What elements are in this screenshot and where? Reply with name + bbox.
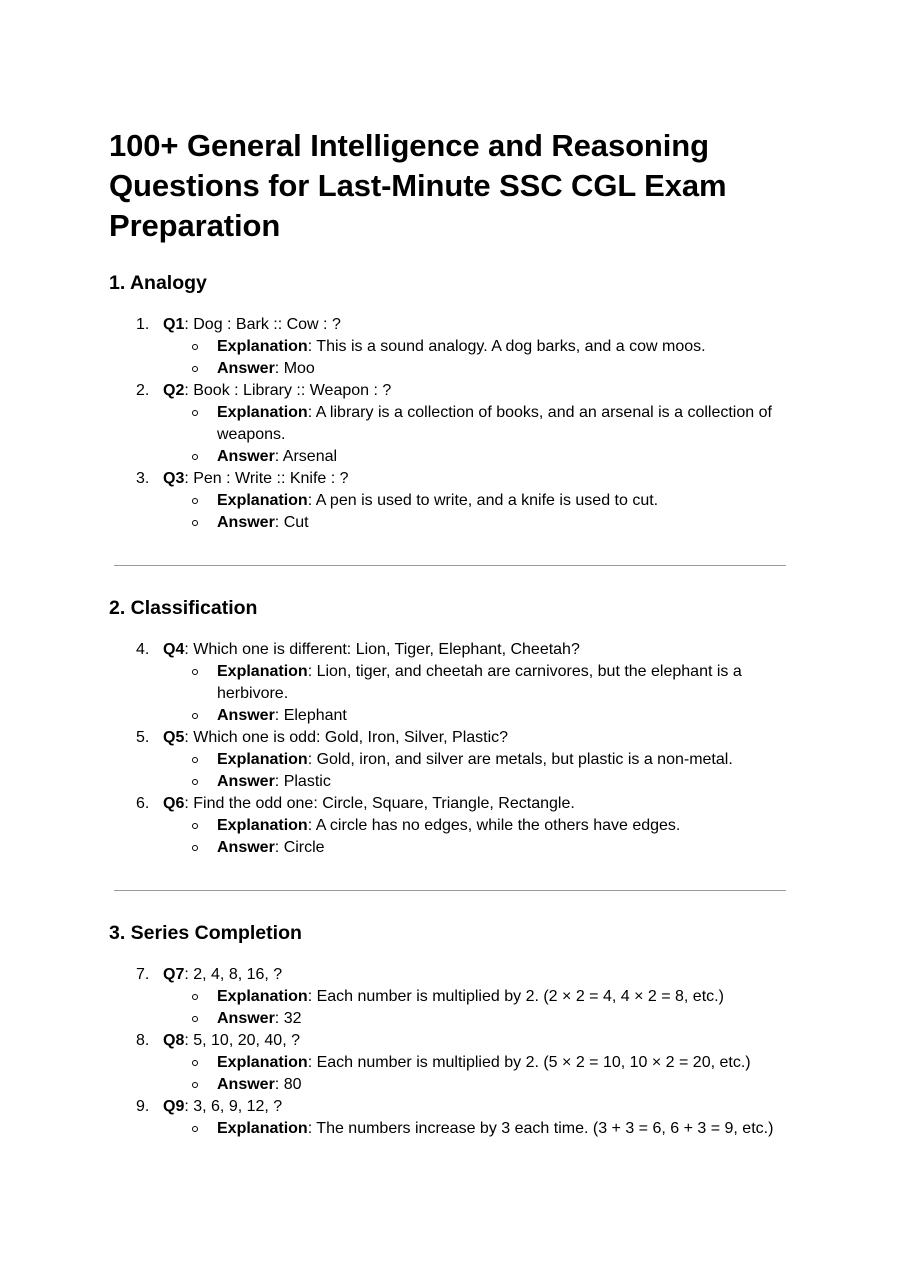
hollow-bullet-icon	[192, 669, 198, 675]
answer-item	[109, 705, 799, 727]
explanation-text: : A library is a collection of books, and an arsenal is a collection of weapons.	[217, 404, 772, 443]
answer-text: : Cut	[274, 514, 309, 531]
hollow-bullet-icon	[192, 845, 198, 851]
question-id: Q3	[163, 470, 185, 487]
answer-text: : Circle	[274, 839, 325, 856]
section-heading-classification: 2. Classification	[109, 597, 258, 619]
question-item	[109, 380, 799, 468]
answer-label: Answer	[217, 773, 275, 790]
question-id: Q1	[163, 316, 185, 333]
answer-label: Answer	[217, 360, 275, 377]
explanation-text: : A circle has no edges, while the others have edges.	[307, 817, 681, 834]
answer-item	[109, 1074, 799, 1096]
answer-label: Answer	[217, 1076, 275, 1093]
question-number: 8.	[136, 1032, 150, 1049]
answer-label: Answer	[217, 707, 275, 724]
answer-item	[109, 771, 799, 793]
question-number: 1.	[136, 316, 150, 333]
question-id: Q4	[163, 641, 185, 658]
section-heading-series-completion: 3. Series Completion	[109, 922, 302, 944]
explanation-text: : This is a sound analogy. A dog barks, and a cow moos.	[307, 338, 706, 355]
explanation-item	[109, 490, 799, 512]
explanation-text: : Gold, iron, and silver are metals, but plastic is a non-metal.	[307, 751, 733, 768]
hollow-bullet-icon	[192, 1060, 198, 1066]
explanation-label: Explanation	[217, 338, 308, 355]
hollow-bullet-icon	[192, 344, 198, 350]
explanation-label: Explanation	[217, 404, 308, 421]
question-item	[109, 468, 799, 534]
explanation-item	[109, 815, 799, 837]
question-text: : Find the odd one: Circle, Square, Triangle, Rectangle.	[184, 795, 575, 812]
question-text: : 3, 6, 9, 12, ?	[184, 1098, 283, 1115]
question-list-classification	[109, 639, 799, 859]
hollow-bullet-icon	[192, 757, 198, 763]
hollow-bullet-icon	[192, 366, 198, 372]
explanation-text: : The numbers increase by 3 each time. (3 + 3 = 6, 6 + 3 = 9, etc.)	[307, 1120, 774, 1137]
question-text: : Book : Library :: Weapon : ?	[184, 382, 392, 399]
question-id: Q6	[163, 795, 185, 812]
explanation-item	[109, 402, 799, 446]
explanation-item	[109, 749, 799, 771]
answer-text: : Plastic	[274, 773, 331, 790]
question-text: : Which one is odd: Gold, Iron, Silver, Plastic?	[184, 729, 509, 746]
answer-text: : 80	[274, 1076, 302, 1093]
question-list-series-completion	[109, 964, 799, 1140]
question-id: Q9	[163, 1098, 185, 1115]
horizontal-divider	[114, 565, 786, 566]
answer-text: : Arsenal	[274, 448, 338, 465]
explanation-label: Explanation	[217, 751, 308, 768]
explanation-text: : Each number is multiplied by 2. (5 × 2 = 10, 10 × 2 = 20, etc.)	[307, 1054, 751, 1071]
question-number: 7.	[136, 966, 150, 983]
question-item	[109, 964, 799, 1030]
hollow-bullet-icon	[192, 713, 198, 719]
explanation-text: : Each number is multiplied by 2. (2 × 2 = 4, 4 × 2 = 8, etc.)	[307, 988, 724, 1005]
answer-label: Answer	[217, 448, 275, 465]
section-heading-analogy: 1. Analogy	[109, 272, 207, 294]
answer-text: : Elephant	[274, 707, 347, 724]
hollow-bullet-icon	[192, 1016, 198, 1022]
document-title: 100+ General Intelligence and Reasoning Questions for Last-Minute SSC CGL Exam Preparation	[109, 128, 727, 243]
question-number: 5.	[136, 729, 150, 746]
answer-item	[109, 512, 799, 534]
hollow-bullet-icon	[192, 520, 198, 526]
answer-label: Answer	[217, 1010, 275, 1027]
question-number: 3.	[136, 470, 150, 487]
explanation-label: Explanation	[217, 492, 308, 509]
hollow-bullet-icon	[192, 410, 198, 416]
answer-item	[109, 1008, 799, 1030]
answer-item	[109, 446, 799, 468]
question-text: : Dog : Bark :: Cow : ?	[184, 316, 341, 333]
hollow-bullet-icon	[192, 498, 198, 504]
explanation-label: Explanation	[217, 817, 308, 834]
answer-text: : 32	[274, 1010, 302, 1027]
question-text: : Pen : Write :: Knife : ?	[184, 470, 349, 487]
hollow-bullet-icon	[192, 1126, 198, 1132]
hollow-bullet-icon	[192, 454, 198, 460]
question-item	[109, 727, 799, 793]
hollow-bullet-icon	[192, 779, 198, 785]
answer-item	[109, 358, 799, 380]
question-item	[109, 639, 799, 727]
explanation-label: Explanation	[217, 1054, 308, 1071]
question-text: : Which one is different: Lion, Tiger, Elephant, Cheetah?	[184, 641, 580, 658]
explanation-label: Explanation	[217, 1120, 308, 1137]
question-number: 6.	[136, 795, 150, 812]
question-id: Q8	[163, 1032, 185, 1049]
question-item	[109, 1030, 799, 1096]
question-id: Q7	[163, 966, 185, 983]
explanation-item	[109, 1118, 799, 1140]
answer-item	[109, 837, 799, 859]
explanation-item	[109, 336, 799, 358]
explanation-text: : Lion, tiger, and cheetah are carnivores, but the elephant is a herbivore.	[217, 663, 742, 702]
question-list-analogy	[109, 314, 799, 534]
question-id: Q5	[163, 729, 185, 746]
explanation-text: : A pen is used to write, and a knife is used to cut.	[307, 492, 659, 509]
question-item	[109, 314, 799, 380]
answer-text: : Moo	[274, 360, 315, 377]
answer-label: Answer	[217, 839, 275, 856]
question-item	[109, 793, 799, 859]
horizontal-divider	[114, 890, 786, 891]
question-number: 4.	[136, 641, 150, 658]
answer-label: Answer	[217, 514, 275, 531]
question-id: Q2	[163, 382, 185, 399]
explanation-item	[109, 661, 799, 705]
hollow-bullet-icon	[192, 823, 198, 829]
explanation-item	[109, 1052, 799, 1074]
explanation-label: Explanation	[217, 988, 308, 1005]
question-number: 2.	[136, 382, 150, 399]
hollow-bullet-icon	[192, 994, 198, 1000]
hollow-bullet-icon	[192, 1082, 198, 1088]
question-item	[109, 1096, 799, 1140]
explanation-item	[109, 986, 799, 1008]
question-text: : 2, 4, 8, 16, ?	[184, 966, 283, 983]
question-text: : 5, 10, 20, 40, ?	[184, 1032, 300, 1049]
question-number: 9.	[136, 1098, 150, 1115]
explanation-label: Explanation	[217, 663, 308, 680]
